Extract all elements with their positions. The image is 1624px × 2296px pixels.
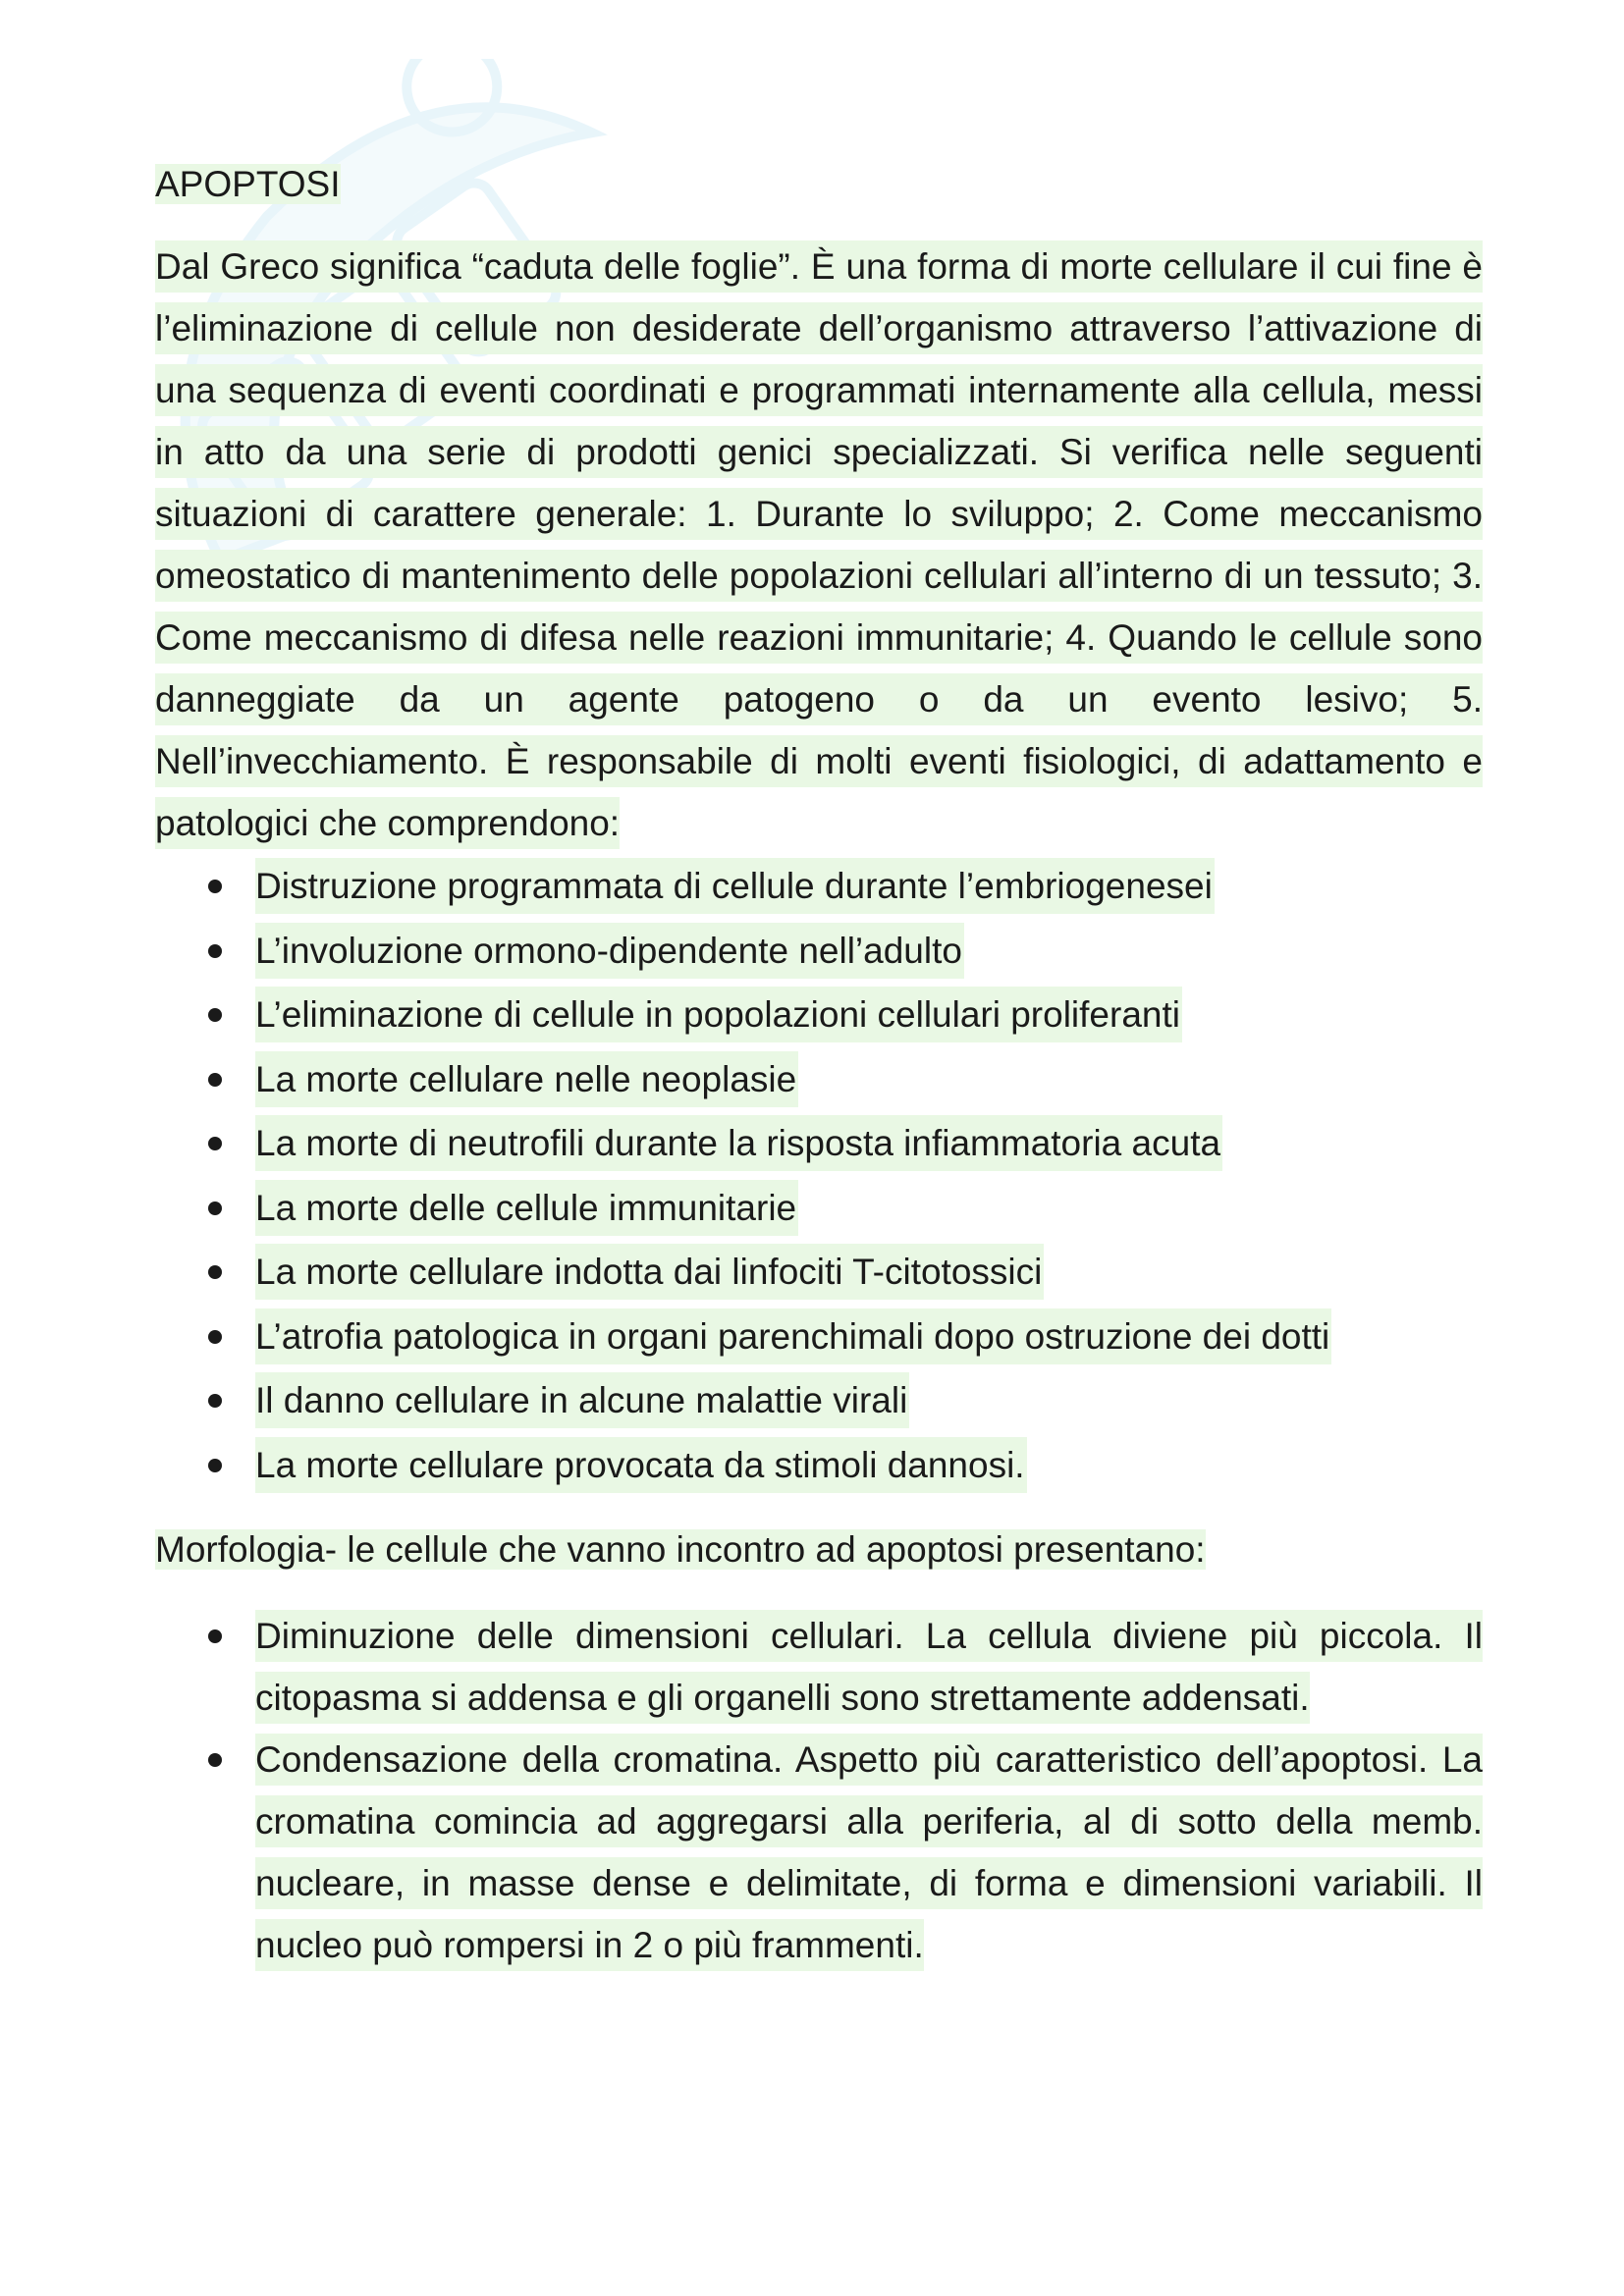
list-item: Distruzione programmata di cellule durante l’embriogenesei xyxy=(155,854,1483,919)
list-item: La morte cellulare nelle neoplasie xyxy=(155,1047,1483,1112)
bullet-icon xyxy=(208,880,222,893)
bullet-icon xyxy=(208,1753,222,1767)
bullet-icon xyxy=(208,1394,222,1408)
bullet-icon xyxy=(208,1201,222,1215)
list-item: L’atrofia patologica in organi parenchimali dopo ostruzione dei dotti xyxy=(155,1305,1483,1369)
bullet-icon xyxy=(208,1330,222,1344)
list-item: Diminuzione delle dimensioni cellulari. La cellula diviene più piccola. Il citopasma si addensa e gli organelli sono strettamente addensati. xyxy=(155,1605,1483,1729)
bullet-icon xyxy=(208,1137,222,1150)
bullet-icon xyxy=(208,1008,222,1022)
list-item: La morte di neutrofili durante la risposta infiammatoria acuta xyxy=(155,1111,1483,1176)
bullet-icon xyxy=(208,1459,222,1472)
list-item: L’involuzione ormono-dipendente nell’adulto xyxy=(155,919,1483,984)
morphology-list xyxy=(155,1605,1483,1976)
bullet-icon xyxy=(208,1073,222,1087)
list-item: Il danno cellulare in alcune malattie virali xyxy=(155,1368,1483,1433)
list-item: Condensazione della cromatina. Aspetto più caratteristico dell’apoptosi. La cromatina comincia ad aggregarsi alla periferia, al di sotto della memb. nucleare, in masse dense e delimitate, di forma e dimensioni variabili. Il nucleo può rompersi in 2 o più frammenti. xyxy=(155,1729,1483,1976)
list-item: La morte cellulare provocata da stimoli dannosi. xyxy=(155,1433,1483,1498)
bullet-icon xyxy=(208,944,222,958)
apoptosis-events-list xyxy=(155,854,1483,1497)
morphology-heading: Morfologia- le cellule che vanno incontro ad apoptosi presentano: xyxy=(155,1529,1206,1570)
page-title: APOPTOSI xyxy=(155,164,341,204)
list-item: La morte delle cellule immunitarie xyxy=(155,1176,1483,1241)
bullet-icon xyxy=(208,1629,222,1643)
list-item: La morte cellulare indotta dai linfociti T-citotossici xyxy=(155,1240,1483,1305)
list-item: L’eliminazione di cellule in popolazioni cellulari proliferanti xyxy=(155,983,1483,1047)
intro-paragraph: Dal Greco significa “caduta delle foglie”. È una forma di morte cellulare il cui fine è l’eliminazione di cellule non desiderate dell’organismo attraverso l’attivazione di una sequenza di eventi coordinati e programmati internamente alla cellula, messi in atto da una serie di prodotti genici specializzati. Si verifica nelle seguenti situazioni di carattere generale: 1. Durante lo sviluppo; 2. Come meccanismo omeostatico di mantenimento delle popolazioni cellulari all’interno di un tessuto; 3. Come meccanismo di difesa nelle reazioni immunitarie; 4. Quando le cellule sono danneggiate da un agente patogeno o da un evento lesivo; 5. Nell’invecchiamento. È responsabile di molti eventi fisiologici, di adattamento e patologici che comprendono: xyxy=(155,236,1483,854)
document-page xyxy=(155,157,1483,1976)
bullet-icon xyxy=(208,1265,222,1279)
